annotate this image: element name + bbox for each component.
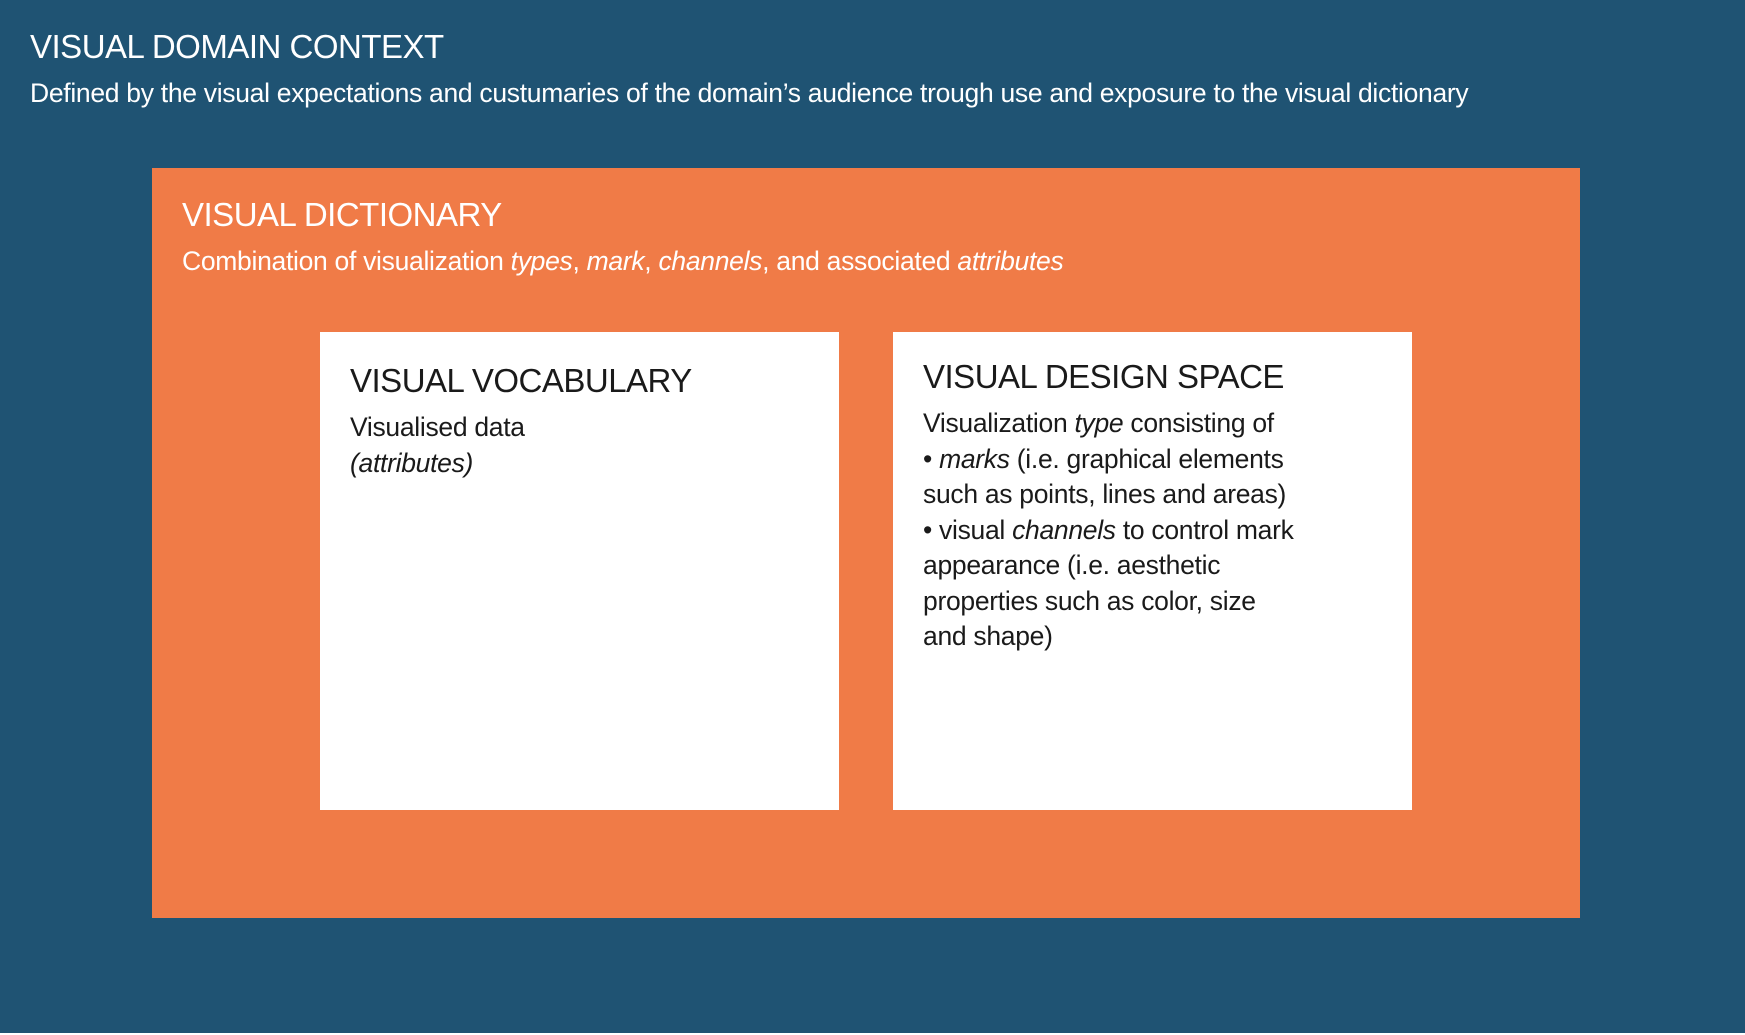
design-line-1-suffix: consisting of xyxy=(1123,408,1274,438)
design-line-4-suffix: to control mark xyxy=(1115,514,1294,545)
dictionary-desc-types: types xyxy=(510,246,573,276)
design-space-body xyxy=(923,406,1294,655)
bullet-marks: • xyxy=(923,443,932,474)
bullet-channels: • xyxy=(923,514,932,545)
design-space-line-1 xyxy=(923,406,1294,442)
visual-design-space-box xyxy=(893,332,1412,810)
design-space-line-7: and shape) xyxy=(923,621,1053,651)
design-line-2-suffix: (i.e. graphical elements xyxy=(1009,443,1284,474)
vocabulary-line-1: Visualised data xyxy=(350,412,525,442)
design-space-line-6: properties such as color, size xyxy=(923,585,1256,616)
domain-context-title: VISUAL DOMAIN CONTEXT xyxy=(30,28,444,65)
design-space-line-5: appearance (i.e. aesthetic xyxy=(923,550,1221,580)
visual-dictionary-box xyxy=(152,168,1580,918)
dictionary-title: VISUAL DICTIONARY xyxy=(182,196,502,233)
dictionary-desc-prefix: Combination of visualization xyxy=(182,246,511,276)
design-line-4-channels: channels xyxy=(1012,514,1116,545)
visual-vocabulary-box xyxy=(320,332,839,810)
dictionary-desc-mark: mark xyxy=(586,246,645,276)
design-space-line-4 xyxy=(923,513,1294,549)
design-space-line-3: such as points, lines and areas) xyxy=(923,479,1287,509)
dictionary-desc-channels: channels xyxy=(658,246,763,276)
vocabulary-title: VISUAL VOCABULARY xyxy=(350,362,692,399)
dictionary-desc-comma-1: , xyxy=(572,246,587,276)
design-line-4-prefix: visual xyxy=(931,514,1013,545)
dictionary-description xyxy=(182,246,1063,277)
domain-context-description: Defined by the visual expectations and custumaries of the domain’s audience trough use and exposure to the visual dictionary xyxy=(30,78,1469,108)
design-line-2-marks: marks xyxy=(939,443,1010,474)
vocabulary-line-2 xyxy=(350,446,525,482)
design-line-1-type: type xyxy=(1074,408,1124,438)
design-space-title: VISUAL DESIGN SPACE xyxy=(923,358,1284,395)
design-space-line-2 xyxy=(923,442,1294,478)
vocabulary-attributes: (attributes) xyxy=(350,447,474,478)
design-line-1-prefix: Visualization xyxy=(923,408,1075,438)
dictionary-desc-attributes: attributes xyxy=(957,246,1064,276)
vocabulary-body xyxy=(350,410,525,481)
dictionary-desc-middle: , and associated xyxy=(762,246,958,276)
dictionary-desc-comma-2: , xyxy=(644,246,659,276)
